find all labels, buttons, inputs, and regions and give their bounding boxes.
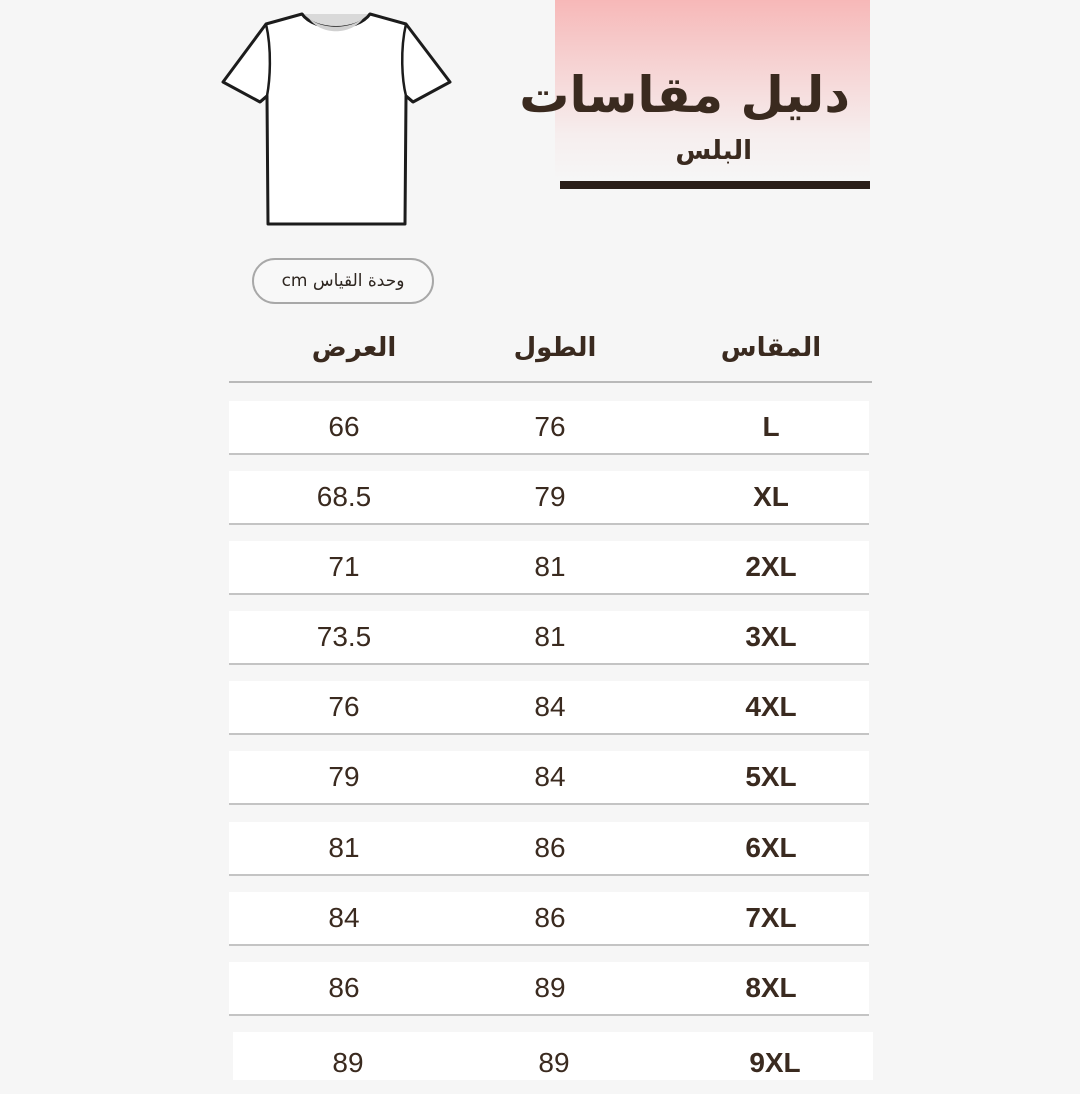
header-width: العرض — [311, 333, 397, 363]
cell-size: 8XL — [745, 972, 797, 1003]
unit-badge: وحدة القياس cm — [252, 258, 434, 304]
table-row — [229, 892, 869, 946]
cell-size: 9XL — [749, 1047, 801, 1078]
cell-size: 2XL — [745, 551, 797, 582]
cell-length: 89 — [534, 972, 566, 1003]
cell-size: XL — [753, 481, 789, 512]
cell-length: 86 — [534, 902, 566, 933]
cell-width: 66 — [328, 411, 360, 442]
cell-size: 6XL — [745, 832, 797, 863]
cell-size: L — [762, 411, 780, 442]
table-row — [229, 611, 869, 665]
table-row — [229, 751, 869, 805]
table-row — [229, 541, 869, 595]
cell-length: 76 — [534, 411, 566, 442]
title-card — [519, 0, 870, 180]
cell-width: 76 — [328, 691, 360, 722]
cell-width: 89 — [332, 1047, 364, 1078]
cell-width: 84 — [328, 902, 360, 933]
cell-width: 81 — [328, 832, 360, 863]
cell-width: 71 — [328, 551, 360, 582]
cell-width: 86 — [328, 972, 360, 1003]
cell-length: 86 — [534, 832, 566, 863]
cell-length: 79 — [534, 481, 566, 512]
cell-length: 81 — [534, 621, 566, 652]
table-row — [229, 962, 869, 1016]
header-divider — [229, 381, 872, 383]
cell-length: 84 — [534, 761, 566, 792]
cell-length: 84 — [534, 691, 566, 722]
cell-length: 81 — [534, 551, 566, 582]
cell-size: 3XL — [745, 621, 797, 652]
header-length: الطول — [513, 333, 597, 363]
cell-size: 5XL — [745, 761, 797, 792]
table-row — [229, 681, 869, 735]
table-row — [229, 471, 869, 525]
cell-width: 68.5 — [316, 481, 372, 512]
cell-length: 89 — [538, 1047, 570, 1078]
cell-width: 73.5 — [316, 621, 372, 652]
table-row — [229, 401, 869, 455]
table-row — [229, 822, 869, 876]
tshirt-outline-icon — [220, 10, 452, 232]
table-row — [233, 1032, 873, 1080]
header-size: المقاس — [720, 333, 822, 363]
title-underline-bar — [560, 181, 870, 189]
cell-size: 7XL — [745, 902, 797, 933]
cell-width: 79 — [328, 761, 360, 792]
page-title: دليل مقاسات — [519, 66, 850, 124]
page-subtitle: البلس — [675, 136, 752, 166]
cell-size: 4XL — [745, 691, 797, 722]
